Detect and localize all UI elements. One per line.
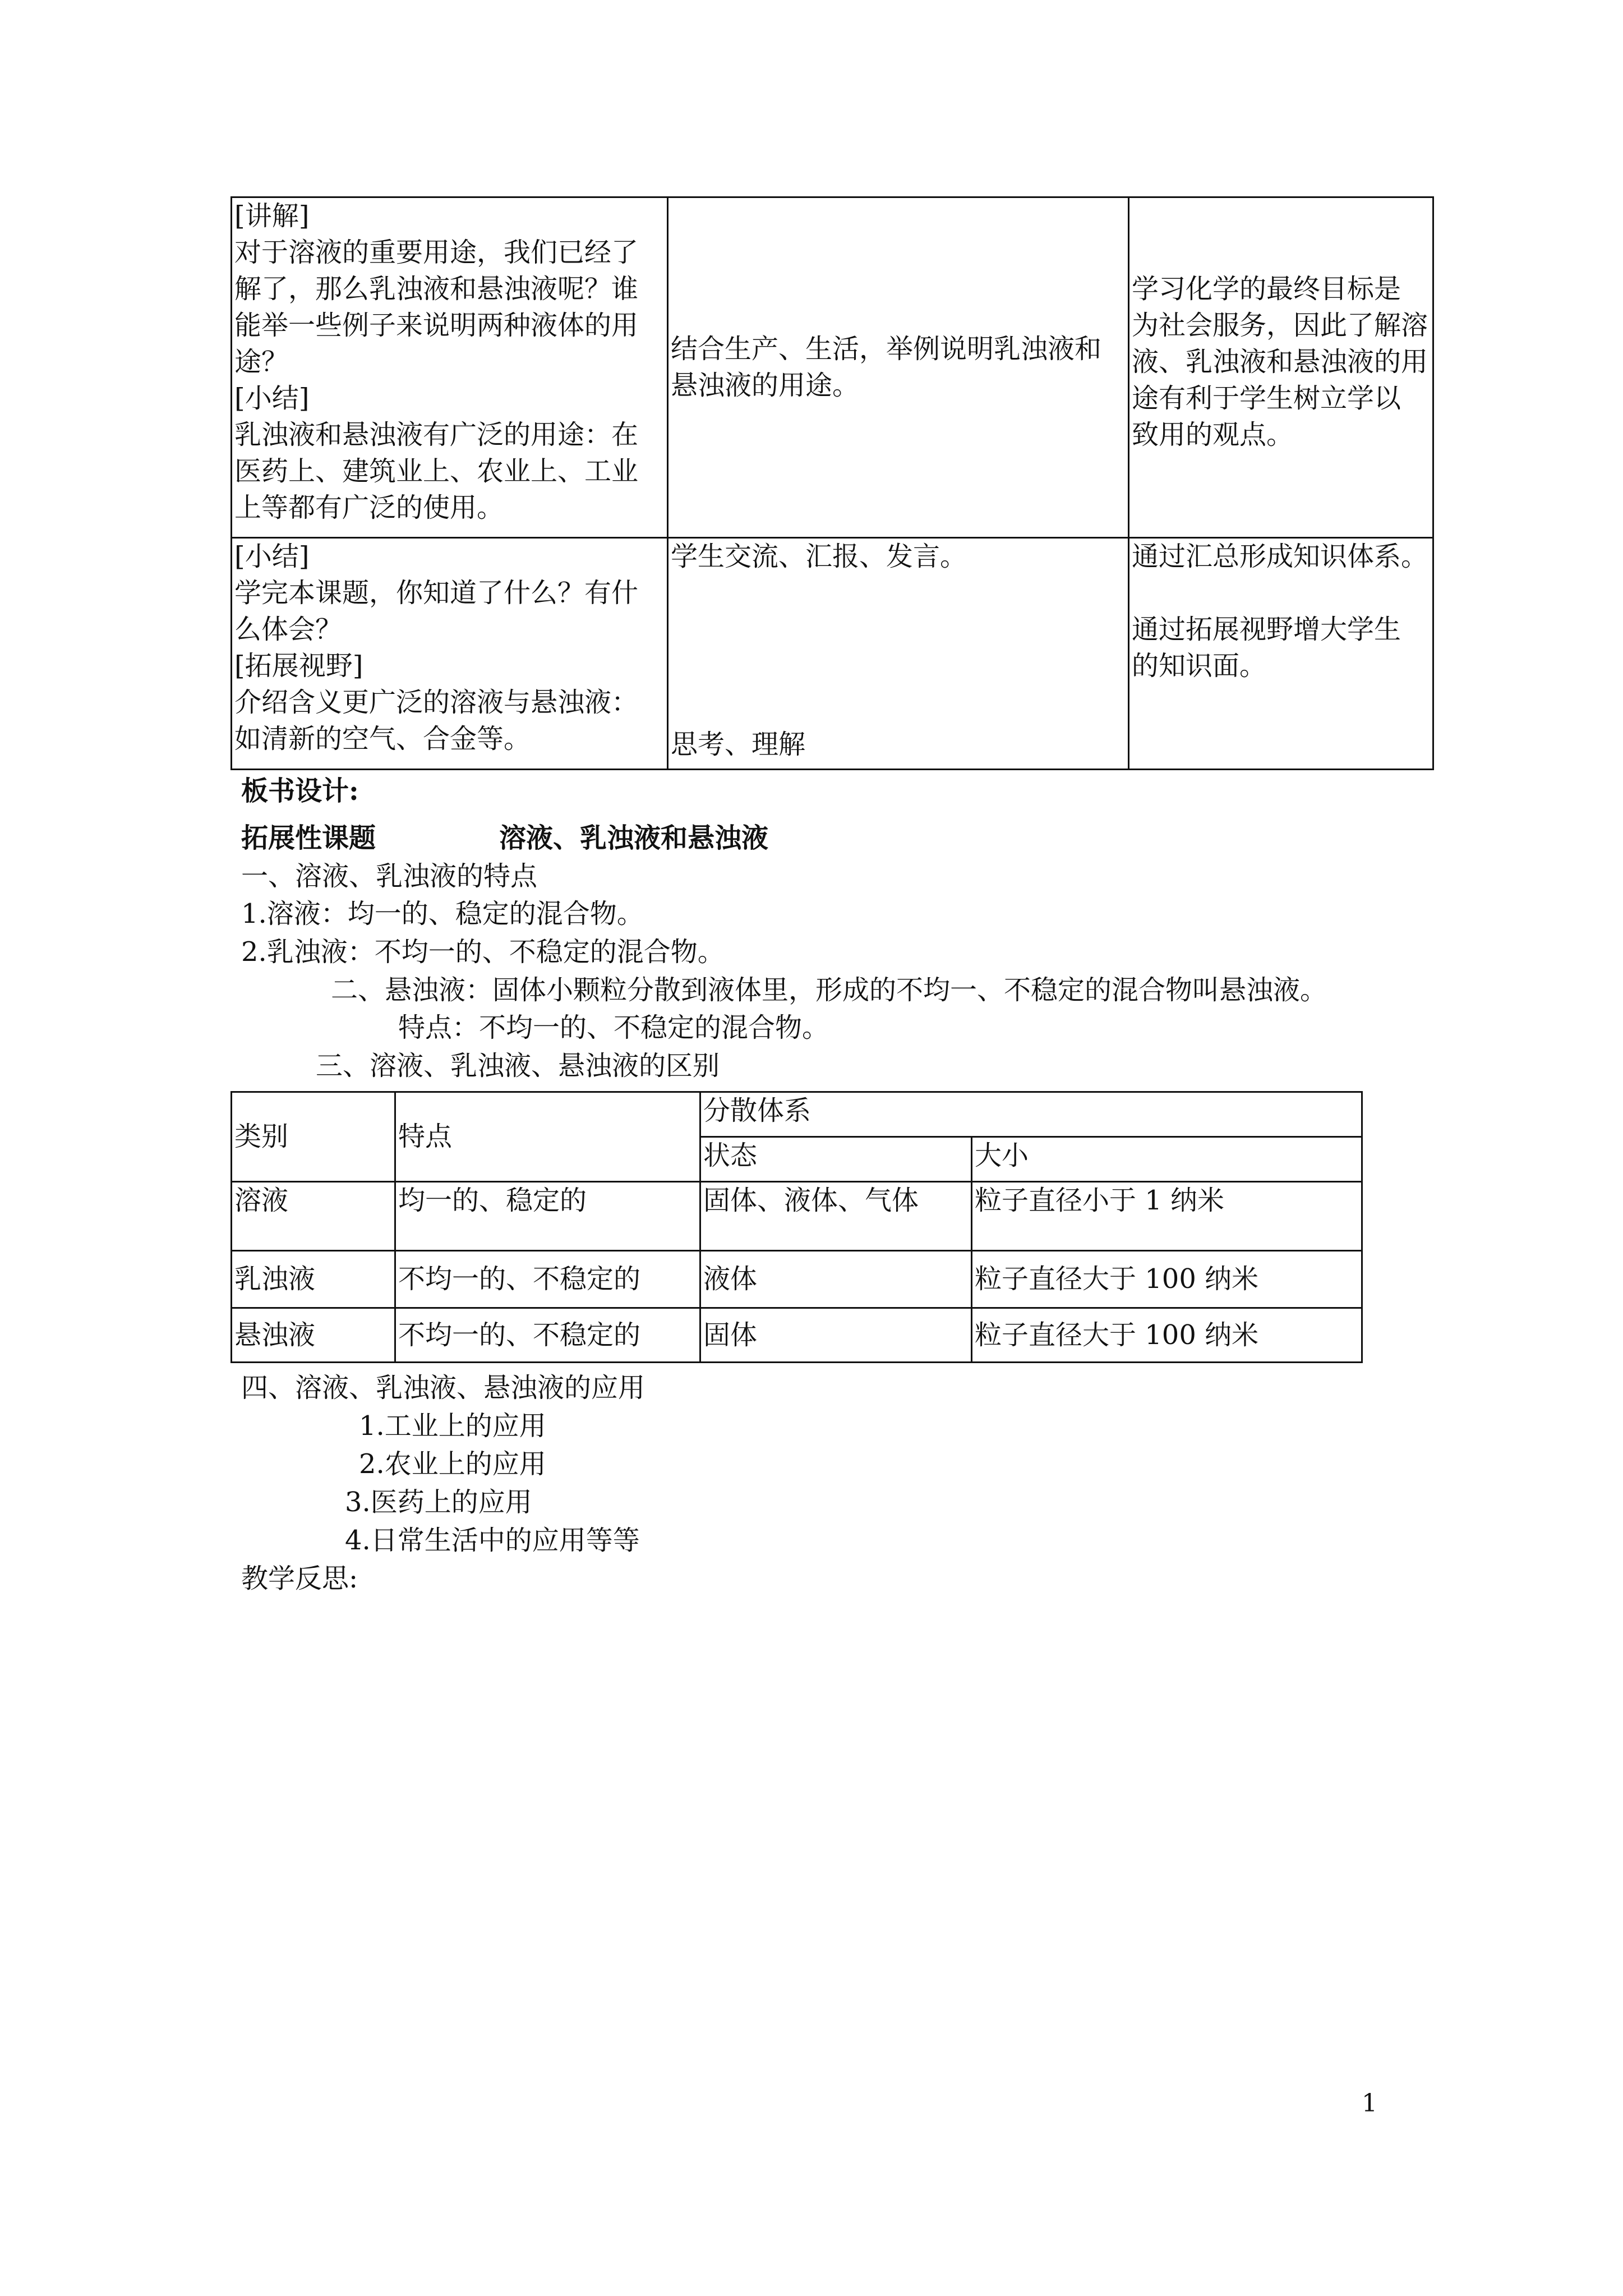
text-line: 致用的观点。 <box>1132 419 1294 450</box>
board-subtitle-left: 拓展性课题 <box>241 822 376 854</box>
table-row <box>232 1182 1362 1251</box>
design-intent-cell <box>1129 538 1433 770</box>
text-line: 悬浊液的用途。 <box>671 370 860 401</box>
cell-category: 乳浊液 <box>232 1251 395 1308</box>
text-line: [小结] <box>234 541 310 572</box>
text-line: 上等都有广泛的使用。 <box>234 492 504 523</box>
student-activity-cell <box>668 538 1129 770</box>
text-line: 医药上、建筑业上、农业上、工业 <box>234 455 639 487</box>
teaching-reflection-label: 教学反思: <box>241 1563 358 1594</box>
student-activity-cell <box>668 197 1129 538</box>
cell-feature: 不均一的、不稳定的 <box>395 1308 700 1363</box>
teacher-activity-cell <box>232 197 668 538</box>
section-4-item: 4.日常生活中的应用等等 <box>345 1525 640 1556</box>
header-category: 类别 <box>232 1092 395 1182</box>
text-line: 么体会？ <box>234 614 343 645</box>
cell-feature: 均一的、稳定的 <box>395 1182 700 1251</box>
table-header-row <box>232 1092 1362 1137</box>
text-line: 通过拓展视野增大学生 <box>1132 614 1401 645</box>
text-line: 液、乳浊液和悬浊液的用 <box>1132 346 1428 378</box>
section-2-feature: 特点：不均一的、不稳定的混合物。 <box>398 1012 829 1043</box>
section-1-title: 一、溶液、乳浊液的特点 <box>241 861 538 892</box>
text-line: 介绍含义更广泛的溶液与悬浊液： <box>234 687 639 718</box>
text-line: [讲解] <box>234 200 310 232</box>
cell-feature: 不均一的、不稳定的 <box>395 1251 700 1308</box>
section-4-item: 1.工业上的应用 <box>359 1410 546 1442</box>
text-line: [小结] <box>234 383 310 414</box>
header-state: 状态 <box>700 1137 972 1182</box>
cell-category: 悬浊液 <box>232 1308 395 1363</box>
text-line: 能举一些例子来说明两种液体的用 <box>234 310 639 341</box>
text-line: 乳浊液和悬浊液有广泛的用途：在 <box>234 419 639 450</box>
section-4-title: 四、溶液、乳浊液、悬浊液的应用 <box>241 1372 645 1404</box>
cell-state: 液体 <box>700 1251 972 1308</box>
table-row <box>232 1251 1362 1308</box>
cell-size: 粒子直径小于 1 纳米 <box>972 1182 1362 1251</box>
cell-category: 溶液 <box>232 1182 395 1251</box>
header-size: 大小 <box>972 1137 1362 1182</box>
text-line: 通过汇总形成知识体系。 <box>1132 541 1428 572</box>
text-line: 对于溶液的重要用途，我们已经了 <box>234 237 639 268</box>
text-line: 为社会服务，因此了解溶 <box>1132 310 1428 341</box>
header-feature: 特点 <box>395 1092 700 1182</box>
text-line: 思考、理解 <box>671 729 806 760</box>
table-row <box>232 538 1433 770</box>
lesson-table <box>230 196 1434 770</box>
text-line: 学习化学的最终目标是 <box>1132 273 1401 305</box>
design-intent-cell <box>1129 197 1433 538</box>
section-1-item: 2.乳浊液：不均一的、不稳定的混合物。 <box>241 936 725 968</box>
cell-state: 固体、液体、气体 <box>700 1182 972 1251</box>
text-line: 途有利于学生树立学以 <box>1132 383 1401 414</box>
board-design-heading: 板书设计: <box>241 775 359 807</box>
page-number: 1 <box>1362 2089 1377 2118</box>
cell-state: 固体 <box>700 1308 972 1363</box>
section-3-title: 三、溶液、乳浊液、悬浊液的区别 <box>316 1050 720 1082</box>
text-line: 如清新的空气、合金等。 <box>234 723 531 754</box>
text-line: 的知识面。 <box>1132 650 1267 682</box>
text-line: [拓展视野] <box>234 650 363 682</box>
section-4-item: 3.医药上的应用 <box>345 1487 532 1518</box>
text-line: 解了，那么乳浊液和悬浊液呢？谁 <box>234 273 639 305</box>
table-row <box>232 1308 1362 1363</box>
comparison-table <box>230 1091 1363 1363</box>
table-row <box>232 197 1433 538</box>
text-line: 学完本课题，你知道了什么？有什 <box>234 577 639 609</box>
text-line: 结合生产、生活，举例说明乳浊液和 <box>671 333 1102 365</box>
cell-size: 粒子直径大于 100 纳米 <box>972 1308 1362 1363</box>
text-line: 途？ <box>234 346 289 378</box>
cell-size: 粒子直径大于 100 纳米 <box>972 1251 1362 1308</box>
section-4-item: 2.农业上的应用 <box>359 1448 546 1480</box>
section-2-definition: 二、悬浊液：固体小颗粒分散到液体里，形成的不均一、不稳定的混合物叫悬浊液。 <box>331 974 1327 1006</box>
section-1-item: 1.溶液：均一的、稳定的混合物。 <box>241 898 644 930</box>
header-dispersion-system: 分散体系 <box>700 1092 1362 1137</box>
text-line: 学生交流、汇报、发言。 <box>671 541 967 572</box>
board-subtitle-right: 溶液、乳浊液和悬浊液 <box>499 822 769 854</box>
teacher-activity-cell <box>232 538 668 770</box>
